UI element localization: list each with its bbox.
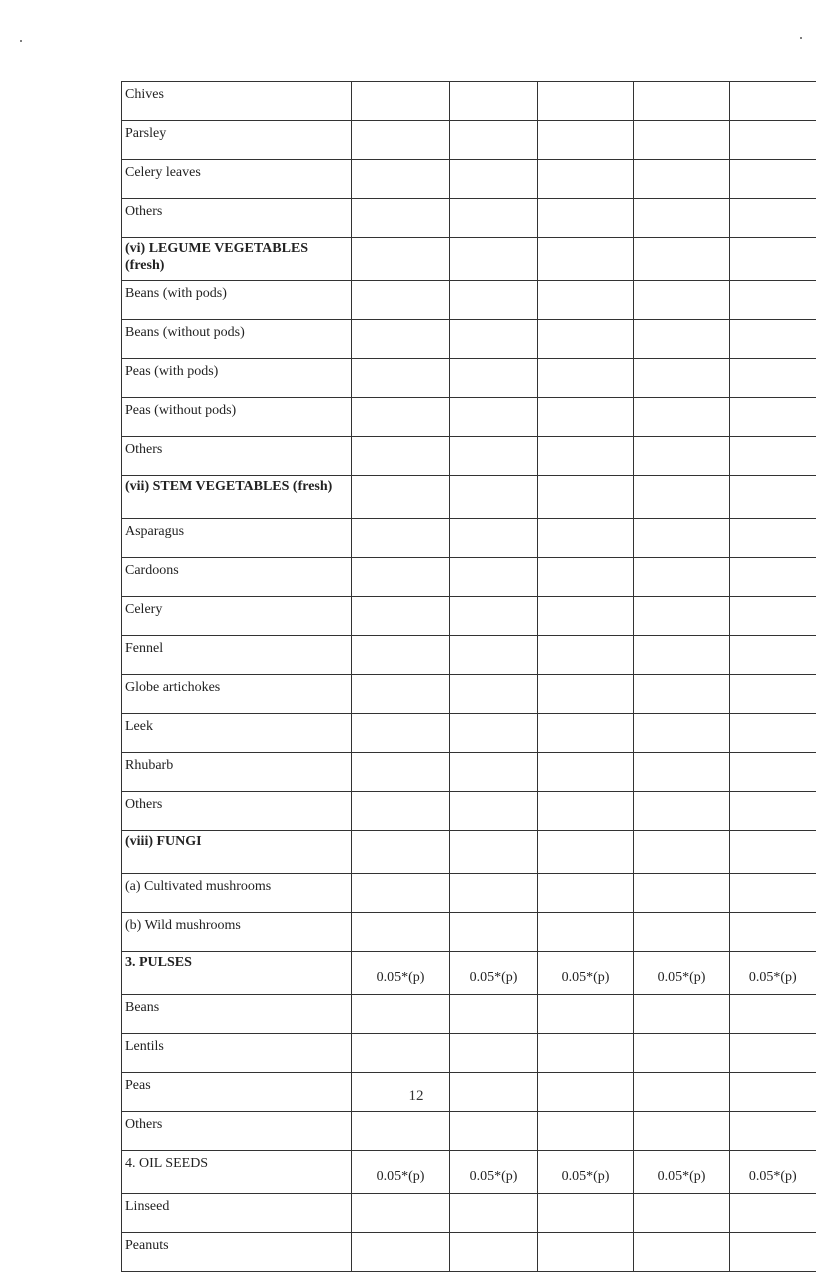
row-label: Peanuts bbox=[122, 1233, 352, 1272]
table-row bbox=[122, 1151, 816, 1194]
mrl-value-cell bbox=[730, 675, 816, 714]
mrl-value-cell bbox=[538, 675, 634, 714]
mrl-value-cell bbox=[634, 874, 730, 913]
mrl-value-cell bbox=[450, 1034, 538, 1073]
mrl-value-cell: 0.05*(p) bbox=[730, 1151, 816, 1194]
table-row bbox=[122, 1233, 816, 1272]
mrl-value-cell bbox=[450, 675, 538, 714]
mrl-value-cell bbox=[730, 82, 816, 121]
mrl-value-cell bbox=[352, 995, 450, 1034]
mrl-value-cell bbox=[730, 1034, 816, 1073]
mrl-value-cell bbox=[538, 792, 634, 831]
mrl-value-cell bbox=[352, 636, 450, 675]
mrl-value-cell bbox=[352, 753, 450, 792]
mrl-value-cell bbox=[450, 199, 538, 238]
row-label: Others bbox=[122, 1112, 352, 1151]
mrl-value-cell bbox=[634, 398, 730, 437]
mrl-value-cell bbox=[634, 1194, 730, 1233]
mrl-value-cell bbox=[634, 199, 730, 238]
mrl-value-cell bbox=[352, 199, 450, 238]
row-label: Globe artichokes bbox=[122, 675, 352, 714]
mrl-value-cell bbox=[634, 1233, 730, 1272]
row-label: 4. OIL SEEDS bbox=[122, 1151, 352, 1194]
mrl-value-cell bbox=[634, 753, 730, 792]
mrl-value-cell bbox=[730, 597, 816, 636]
mrl-value-cell bbox=[538, 519, 634, 558]
mrl-value-cell bbox=[450, 995, 538, 1034]
mrl-value-cell bbox=[730, 831, 816, 874]
mrl-value-cell bbox=[450, 476, 538, 519]
row-label: (vii) STEM VEGETABLES (fresh) bbox=[122, 476, 352, 519]
row-label: (b) Wild mushrooms bbox=[122, 913, 352, 952]
row-label: Chives bbox=[122, 82, 352, 121]
row-label: Parsley bbox=[122, 121, 352, 160]
mrl-value-cell bbox=[450, 437, 538, 476]
row-label: Lentils bbox=[122, 1034, 352, 1073]
mrl-value-cell bbox=[730, 792, 816, 831]
mrl-value-cell bbox=[352, 792, 450, 831]
mrl-value-cell bbox=[730, 160, 816, 199]
mrl-value-cell bbox=[538, 1112, 634, 1151]
mrl-value-cell bbox=[634, 82, 730, 121]
mrl-value-cell bbox=[730, 874, 816, 913]
row-label: (viii) FUNGI bbox=[122, 831, 352, 874]
mrl-value-cell bbox=[450, 636, 538, 675]
mrl-value-cell bbox=[450, 874, 538, 913]
table-row bbox=[122, 398, 816, 437]
row-label: 3. PULSES bbox=[122, 952, 352, 995]
mrl-value-cell bbox=[730, 1233, 816, 1272]
mrl-value-cell bbox=[538, 597, 634, 636]
mrl-value-cell bbox=[730, 121, 816, 160]
mrl-value-cell bbox=[538, 831, 634, 874]
mrl-value-cell bbox=[634, 281, 730, 320]
table-row bbox=[122, 913, 816, 952]
table-row bbox=[122, 753, 816, 792]
mrl-value-cell bbox=[352, 519, 450, 558]
mrl-value-cell bbox=[538, 1233, 634, 1272]
table-row bbox=[122, 238, 816, 281]
mrl-value-cell bbox=[352, 160, 450, 199]
mrl-value-cell bbox=[634, 1034, 730, 1073]
row-label: Peas (with pods) bbox=[122, 359, 352, 398]
page-number: 12 bbox=[408, 1088, 424, 1104]
mrl-value-cell bbox=[538, 874, 634, 913]
table-row bbox=[122, 519, 816, 558]
mrl-value-cell bbox=[450, 792, 538, 831]
mrl-value-cell bbox=[352, 1194, 450, 1233]
mrl-value-cell bbox=[450, 121, 538, 160]
mrl-value-cell bbox=[538, 160, 634, 199]
mrl-value-cell bbox=[450, 519, 538, 558]
mrl-value-cell bbox=[634, 437, 730, 476]
mrl-value-cell bbox=[634, 558, 730, 597]
mrl-value-cell bbox=[538, 714, 634, 753]
mrl-value-cell bbox=[730, 398, 816, 437]
mrl-value-cell bbox=[352, 714, 450, 753]
mrl-value-cell bbox=[450, 238, 538, 281]
row-label: Asparagus bbox=[122, 519, 352, 558]
mrl-value-cell bbox=[450, 281, 538, 320]
mrl-value-cell bbox=[634, 913, 730, 952]
mrl-value-cell bbox=[730, 714, 816, 753]
mrl-value-cell bbox=[730, 1112, 816, 1151]
mrl-value-cell bbox=[538, 199, 634, 238]
mrl-value-cell bbox=[538, 82, 634, 121]
mrl-value-cell bbox=[634, 675, 730, 714]
mrl-value-cell bbox=[352, 398, 450, 437]
mrl-value-cell bbox=[352, 1233, 450, 1272]
table-row bbox=[122, 160, 816, 199]
mrl-value-cell bbox=[730, 320, 816, 359]
table-row bbox=[122, 320, 816, 359]
table-row bbox=[122, 558, 816, 597]
table-row bbox=[122, 597, 816, 636]
mrl-value-cell bbox=[538, 437, 634, 476]
mrl-value-cell: 0.05*(p) bbox=[538, 1151, 634, 1194]
mrl-value-cell bbox=[634, 359, 730, 398]
mrl-value-cell bbox=[538, 476, 634, 519]
mrl-value-cell bbox=[538, 558, 634, 597]
mrl-value-cell bbox=[634, 1112, 730, 1151]
row-label: Peas (without pods) bbox=[122, 398, 352, 437]
row-label: Peas bbox=[122, 1073, 352, 1112]
table-row bbox=[122, 792, 816, 831]
mrl-value-cell bbox=[352, 281, 450, 320]
mrl-value-cell bbox=[634, 238, 730, 281]
mrl-value-cell bbox=[634, 831, 730, 874]
mrl-value-cell bbox=[352, 359, 450, 398]
row-label: Leek bbox=[122, 714, 352, 753]
mrl-value-cell bbox=[352, 238, 450, 281]
mrl-value-cell bbox=[730, 913, 816, 952]
mrl-value-cell bbox=[352, 831, 450, 874]
mrl-value-cell bbox=[634, 160, 730, 199]
mrl-value-cell bbox=[352, 476, 450, 519]
mrl-value-cell bbox=[538, 121, 634, 160]
mrl-value-cell bbox=[634, 995, 730, 1034]
mrl-value-cell bbox=[634, 320, 730, 359]
mrl-value-cell bbox=[538, 636, 634, 675]
mrl-value-cell bbox=[450, 359, 538, 398]
row-label: Others bbox=[122, 437, 352, 476]
row-label: (vi) LEGUME VEGETABLES (fresh) bbox=[122, 238, 352, 281]
mrl-value-cell: 0.05*(p) bbox=[450, 1151, 538, 1194]
mrl-value-cell bbox=[730, 437, 816, 476]
mrl-value-cell bbox=[730, 359, 816, 398]
mrl-value-cell: 0.05*(p) bbox=[730, 952, 816, 995]
mrl-value-cell bbox=[730, 476, 816, 519]
table-row bbox=[122, 1112, 816, 1151]
mrl-value-cell bbox=[450, 753, 538, 792]
mrl-value-cell bbox=[538, 398, 634, 437]
mrl-value-cell bbox=[352, 1112, 450, 1151]
row-label: (a) Cultivated mushrooms bbox=[122, 874, 352, 913]
mrl-value-cell bbox=[450, 1112, 538, 1151]
mrl-value-cell bbox=[450, 1194, 538, 1233]
mrl-value-cell: 0.05*(p) bbox=[538, 952, 634, 995]
table-row bbox=[122, 995, 816, 1034]
mrl-value-cell bbox=[450, 160, 538, 199]
mrl-value-cell bbox=[450, 82, 538, 121]
mrl-value-cell bbox=[450, 597, 538, 636]
row-label: Beans (without pods) bbox=[122, 320, 352, 359]
mrl-value-cell bbox=[450, 1233, 538, 1272]
mrl-value-cell bbox=[352, 437, 450, 476]
mrl-value-cell bbox=[538, 238, 634, 281]
mrl-value-cell bbox=[450, 398, 538, 437]
mrl-value-cell bbox=[450, 320, 538, 359]
scan-speck bbox=[20, 40, 22, 42]
mrl-value-cell bbox=[352, 121, 450, 160]
mrl-value-cell: 0.05*(p) bbox=[352, 952, 450, 995]
table-row bbox=[122, 437, 816, 476]
mrl-value-cell bbox=[730, 199, 816, 238]
mrl-value-cell bbox=[352, 874, 450, 913]
mrl-value-cell bbox=[352, 913, 450, 952]
table-row bbox=[122, 874, 816, 913]
mrl-value-cell bbox=[634, 597, 730, 636]
mrl-value-cell bbox=[538, 320, 634, 359]
mrl-value-cell bbox=[730, 558, 816, 597]
mrl-value-cell bbox=[450, 913, 538, 952]
mrl-value-cell bbox=[450, 831, 538, 874]
mrl-value-cell bbox=[538, 995, 634, 1034]
table-row bbox=[122, 476, 816, 519]
mrl-value-cell bbox=[352, 597, 450, 636]
row-label: Beans bbox=[122, 995, 352, 1034]
scan-speck bbox=[800, 37, 802, 39]
table-row bbox=[122, 675, 816, 714]
mrl-value-cell bbox=[450, 558, 538, 597]
mrl-value-cell bbox=[730, 636, 816, 675]
table-row bbox=[122, 636, 816, 675]
row-label: Rhubarb bbox=[122, 753, 352, 792]
table-row bbox=[122, 281, 816, 320]
mrl-value-cell: 0.05*(p) bbox=[634, 1151, 730, 1194]
mrl-value-cell bbox=[634, 476, 730, 519]
table-row bbox=[122, 82, 816, 121]
row-label: Beans (with pods) bbox=[122, 281, 352, 320]
mrl-value-cell: 0.05*(p) bbox=[450, 952, 538, 995]
mrl-value-cell bbox=[538, 913, 634, 952]
mrl-value-cell bbox=[352, 1034, 450, 1073]
mrl-value-cell bbox=[634, 792, 730, 831]
row-label: Others bbox=[122, 792, 352, 831]
table-row bbox=[122, 121, 816, 160]
row-label: Celery leaves bbox=[122, 160, 352, 199]
mrl-value-cell bbox=[730, 995, 816, 1034]
mrl-value-cell bbox=[634, 714, 730, 753]
mrl-value-cell bbox=[730, 519, 816, 558]
mrl-value-cell: 0.05*(p) bbox=[634, 952, 730, 995]
row-label: Others bbox=[122, 199, 352, 238]
row-label: Linseed bbox=[122, 1194, 352, 1233]
mrl-value-cell bbox=[634, 519, 730, 558]
mrl-value-cell bbox=[352, 82, 450, 121]
mrl-value-cell bbox=[730, 238, 816, 281]
row-label: Cardoons bbox=[122, 558, 352, 597]
mrl-value-cell bbox=[634, 121, 730, 160]
row-label: Celery bbox=[122, 597, 352, 636]
mrl-value-cell bbox=[730, 1194, 816, 1233]
mrl-value-cell bbox=[352, 675, 450, 714]
mrl-value-cell bbox=[538, 1194, 634, 1233]
row-label: Fennel bbox=[122, 636, 352, 675]
mrl-value-cell bbox=[450, 714, 538, 753]
mrl-value-cell bbox=[352, 558, 450, 597]
mrl-value-cell: 0.05*(p) bbox=[352, 1151, 450, 1194]
table-row bbox=[122, 952, 816, 995]
table-row bbox=[122, 714, 816, 753]
mrl-value-cell bbox=[634, 636, 730, 675]
mrl-value-cell bbox=[538, 1034, 634, 1073]
mrl-value-cell bbox=[352, 320, 450, 359]
table-row bbox=[122, 831, 816, 874]
mrl-value-cell bbox=[538, 359, 634, 398]
mrl-value-cell bbox=[730, 753, 816, 792]
mrl-value-cell bbox=[538, 753, 634, 792]
table-row bbox=[122, 1194, 816, 1233]
mrl-value-cell bbox=[538, 281, 634, 320]
table-row bbox=[122, 1034, 816, 1073]
mrl-value-cell bbox=[730, 281, 816, 320]
table-row bbox=[122, 359, 816, 398]
table-row bbox=[122, 199, 816, 238]
